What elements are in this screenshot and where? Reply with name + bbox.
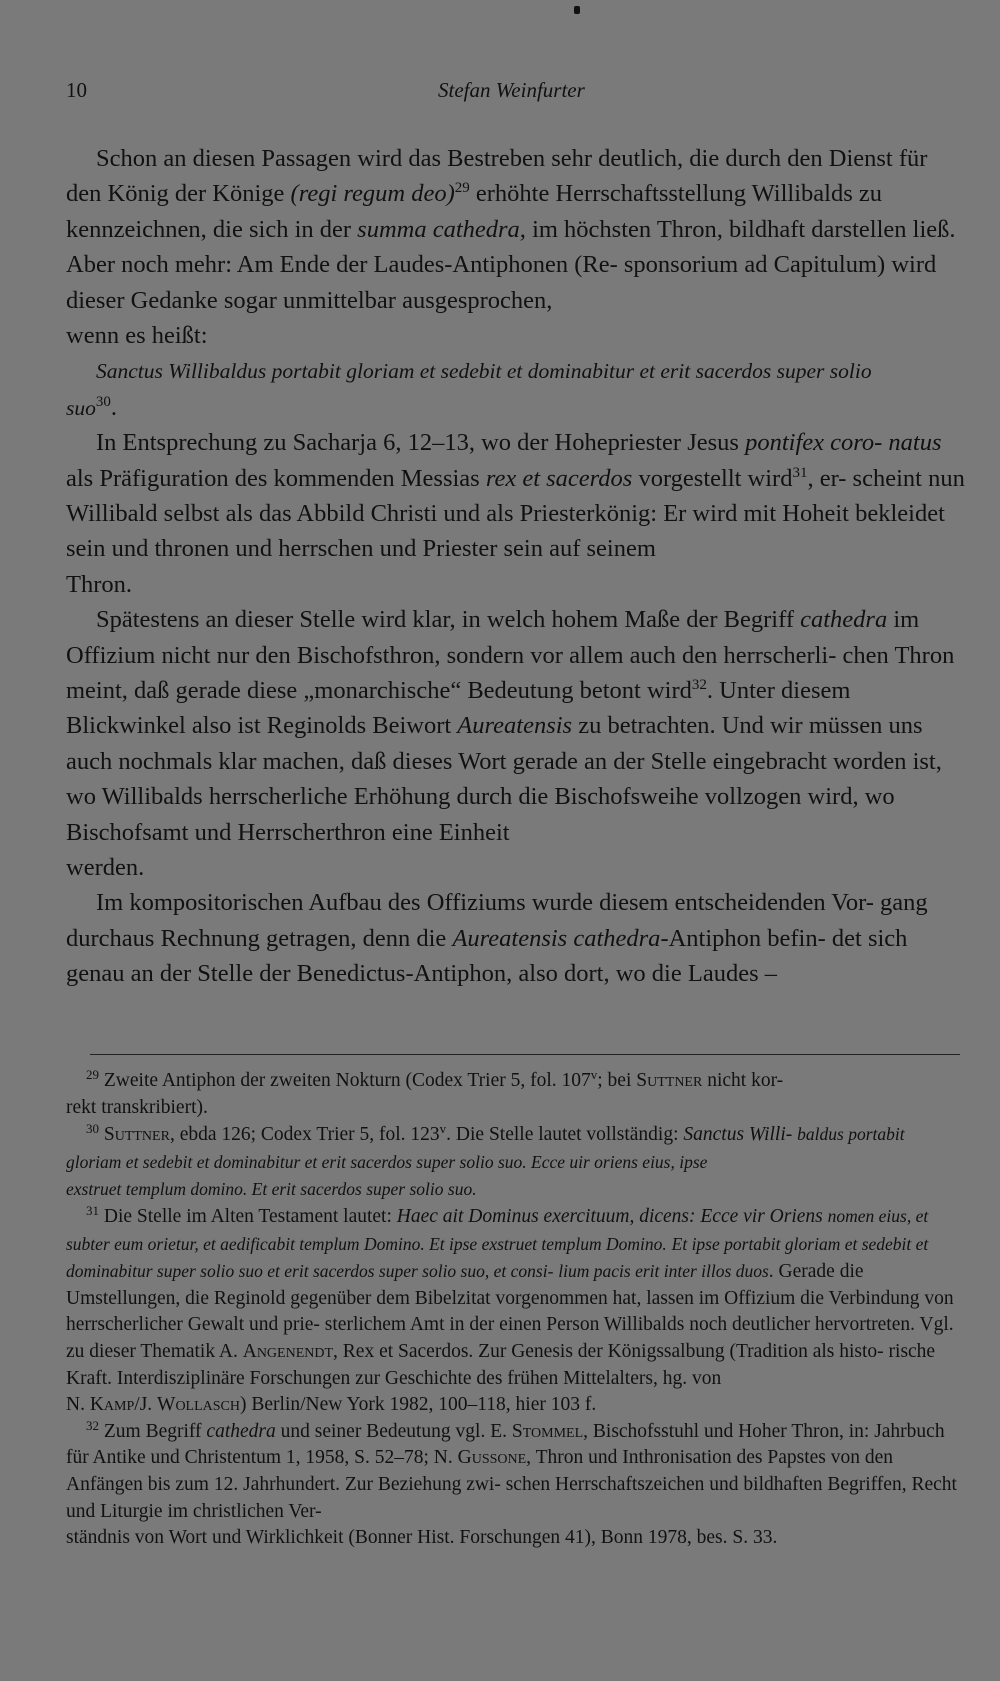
footnote-ref[interactable]: 31 xyxy=(792,464,808,481)
text-line: gang durchaus Rechnung getragen, denn die Aureatensis cathedra-Antiphon befin- xyxy=(66,889,928,952)
footnote-line: $^{30}$ Suttner, ebda 126; Codex Trier 5, fol. 123$^v$. Die Stelle lautet vollständig: Sanctus Willi- xyxy=(66,1124,792,1145)
text-line: sponsorium ad Capitulum) wird dieser Gedanke sogar unmittelbar ausgesprochen, xyxy=(66,251,937,314)
footnote-line: Thematik A. Angenendt, Rex et Sacerdos. Zur Genesis der Königssalbung (Tradition als histo- xyxy=(140,1340,884,1362)
footnote-number: 29 xyxy=(86,1070,99,1082)
text-line: Dienst für den König der Könige (regi regum deo)$^{29}$ erhöhte Herrschaftsstellung xyxy=(66,145,928,208)
footnote-line: $^{31}$ Die Stelle im Alten Testament lautet: Haec ait Dominus exercituum, dicens: Ecce vir Oriens xyxy=(66,1206,823,1227)
text-line: bildhaft darstellen ließ. Aber noch mehr: Am Ende der Laudes-Antiphonen (Re- xyxy=(66,215,956,279)
text-line: Stelle eingebracht worden ist, wo Willibalds herrscherliche Erhöhung durch die xyxy=(66,747,942,811)
running-head-author: Stefan Weinfurter xyxy=(438,78,585,102)
footnote-line: rische Kraft. Interdisziplinäre Forschungen zur Geschichte des frühen Mittelalters, hg. von xyxy=(66,1340,936,1389)
text-line: chen Thron meint, daß gerade diese „monarchische“ Bedeutung betont wird$^{32}$. xyxy=(66,641,955,705)
footnote-number: 31 xyxy=(86,1205,99,1218)
footnote-line: Thron, in: Jahrbuch für Antike und Christentum 1, 1958, S. 52–78; N. Gussone, Thron und xyxy=(66,1420,945,1469)
footnote-line: N. Kamp/J. Wollasch) Berlin/New York 1982, 100–118, hier 103 f. xyxy=(66,1394,597,1416)
text-line: Im kompositorischen Aufbau des Offiziums wurde diesem entscheidenden Vor- xyxy=(96,889,874,917)
scan-speck xyxy=(574,6,580,14)
footnote-ref[interactable]: 29 xyxy=(454,180,470,197)
footnote-line: nomen eius, et subter eum orietur, et aedificabit templum Domino. Et ipse exstruet templum Domino. xyxy=(66,1205,929,1254)
footnote-line: Inthronisation des Papstes von den Anfängen bis zum 12. Jahrhundert. Zur Beziehung zwi- xyxy=(66,1447,894,1495)
text-line: werden. xyxy=(66,854,145,882)
text-line: det sich genau an der Stelle der Benedictus-Antiphon, also dort, wo die Laudes – xyxy=(66,924,908,988)
text-line: Unter diesem Blickwinkel also ist Reginolds Beiwort Aureatensis zu betrachten. xyxy=(66,677,851,740)
text-line: scheint nun Willibald selbst als das Abbild Christi und als Priesterkönig: Er wird xyxy=(66,464,965,528)
footnote-line: baldus portabit gloriam et sedebit et dominabitur et erit sacerdos super solio suo. Ecce uir oriens eius, ipse xyxy=(66,1124,905,1172)
footnote-line: $^{29}$ Zweite Antiphon der zweiten Nokturn (Codex Trier 5, fol. 107$^v$; bei Suttner nicht kor- xyxy=(66,1070,783,1091)
quote-line: Sanctus Willibaldus portabit gloriam et sedebit et dominabitur et erit sacerdos super solio xyxy=(96,359,872,384)
footnote-line: exstruet templum domino. Et erit sacerdos super solio suo. xyxy=(66,1179,477,1200)
page-number: 10 xyxy=(66,78,87,102)
text-line: wenn es heißt: xyxy=(66,322,208,350)
running-head xyxy=(66,78,936,108)
text-line: Bischofsweihe vollzogen wird, wo Bischofsamt und Herrscherthron eine Einheit xyxy=(66,783,895,846)
footnotes xyxy=(66,1068,964,1552)
footnote-ref[interactable]: 30 xyxy=(95,393,111,410)
footnote-number: 32 xyxy=(86,1420,99,1433)
text-line: Schon an diesen Passagen wird das Bestreben sehr deutlich, die durch den xyxy=(96,145,823,172)
text-line: mit Hoheit bekleidet sein und thronen und herrschen und Priester sein auf seinem xyxy=(66,500,945,563)
footnote-line: Et ipse portabit gloriam et sedebit et dominabitur super solio suo et erit sacerdos super solio suo, et consi- xyxy=(66,1233,929,1282)
footnote-line: vorgenommen hat, lassen im Offizium die Verbindung von herrscherlicher Gewalt und prie- xyxy=(66,1287,954,1336)
quote-line: suo$^{30}$. xyxy=(66,393,117,421)
footnote-line: lium pacis erit inter illos duos. Gerade die Umstellungen, die Reginold gegenüber dem Bibelzitat xyxy=(66,1261,864,1309)
text-line: Willibalds zu kennzeichnen, die sich in der summa cathedra, im höchsten Thron, xyxy=(66,180,882,243)
footnote-line: rekt transkribiert). xyxy=(66,1096,208,1118)
text-line: Thron. xyxy=(66,570,132,598)
footnote-ref[interactable]: 32 xyxy=(691,677,707,694)
footnote-line: ständnis von Wort und Wirklichkeit (Bonner Hist. Forschungen 41), Bonn 1978, bes. S. 33. xyxy=(66,1527,778,1549)
footnote-line: sterlichem Amt in der einen Person Willibalds noch deutlicher hervortreten. Vgl. zu dieser xyxy=(66,1314,954,1362)
text-line: Spätestens an dieser Stelle wird klar, in welch hohem Maße der Begriff cathedra xyxy=(96,606,888,634)
footnote-line: $^{32}$ Zum Begriff cathedra und seiner Bedeutung vgl. E. Stommel, Bischofsstuhl und Hoher xyxy=(66,1421,787,1442)
text-line: Und wir müssen uns auch nochmals klar machen, daß dieses Wort gerade an der xyxy=(66,712,923,775)
footnote-number: 30 xyxy=(86,1124,99,1137)
text-line: im Offizium nicht nur den Bischofsthron, sondern vor allem auch den herrscherli- xyxy=(66,606,920,669)
text-line: natus als Präfiguration des kommenden Messias rex et sacerdos vorgestellt wird$^{31}$, er- xyxy=(66,429,942,492)
footnote-rule xyxy=(90,1054,960,1055)
footnote-line: schen Herrschaftszeichen und bildhaften Begriffen, Recht und Liturgie im christlichen Ver- xyxy=(66,1473,957,1522)
text-line: In Entsprechung zu Sacharja 6, 12–13, wo der Hohepriester Jesus pontifex coro- xyxy=(96,429,883,457)
main-text xyxy=(66,141,966,992)
